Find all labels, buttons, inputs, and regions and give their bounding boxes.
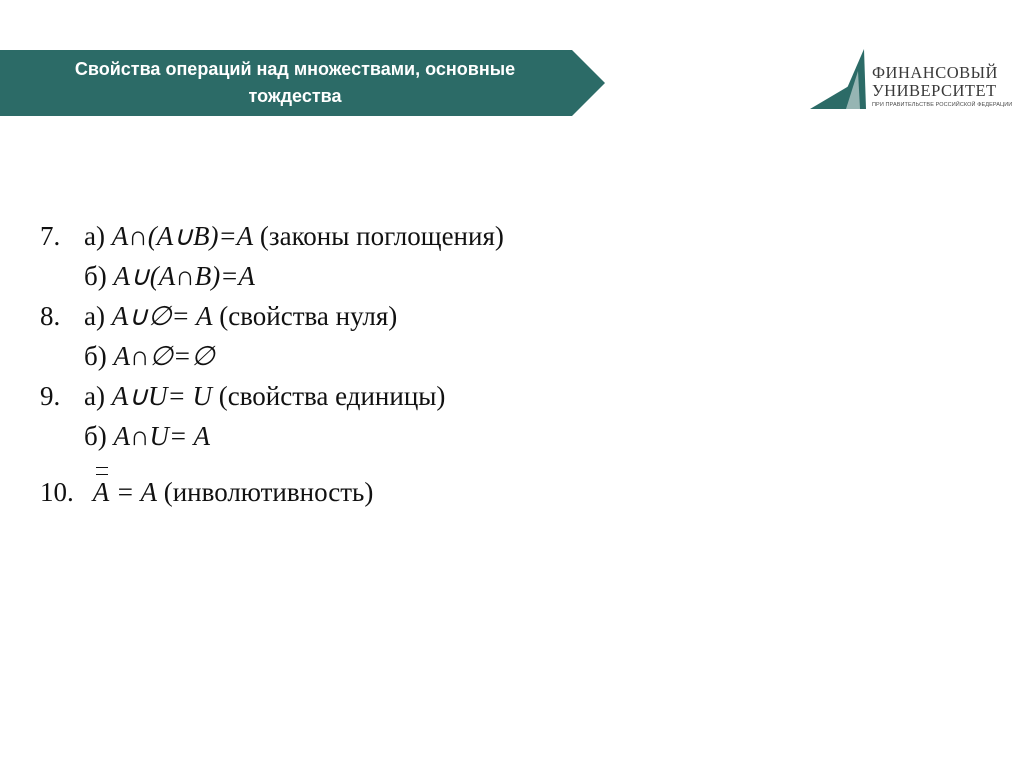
law-description: (свойства нуля) [212, 301, 398, 331]
law-description: (законы поглощения) [253, 221, 504, 251]
law-sub-label: а) [84, 221, 105, 251]
law-formula: A∪(A∩B)=A [113, 261, 255, 291]
double-overbar [96, 467, 108, 475]
law-description: (инволютивность) [156, 477, 374, 507]
law-row-10 [40, 474, 373, 510]
law-description: (свойства единицы) [211, 381, 446, 411]
law-number: 10. [40, 477, 74, 507]
logo-text-line-3: ПРИ ПРАВИТЕЛЬСТВЕ РОССИЙСКОЙ ФЕДЕРАЦИИ [872, 102, 1013, 108]
law-row-8a [40, 298, 397, 334]
law-sub-label: а) [84, 301, 105, 331]
law-formula: A∩∅=∅ [113, 341, 215, 371]
law-sub-label: а) [84, 381, 105, 411]
law-sub-label: б) [84, 421, 107, 451]
law-row-9a [40, 378, 445, 414]
law-formula: A∪U= U [111, 381, 212, 411]
law-row-9b [84, 418, 210, 454]
law-formula: A∩U= A [113, 421, 210, 451]
law-formula: A∩(A∪B)=A [111, 221, 254, 251]
law-row-7b [84, 258, 255, 294]
law-sub-label: б) [84, 341, 107, 371]
slide-title-line-1: Свойства операций над множествами, основные [74, 59, 516, 79]
involution-lhs: A [92, 477, 110, 507]
title-banner [0, 50, 605, 116]
involution-rhs: = A [116, 477, 157, 507]
logo-text-line-1: ФИНАНСОВЫЙ [872, 63, 998, 82]
law-row-8b [84, 338, 215, 374]
law-number: 9. [40, 381, 61, 411]
law-number: 7. [40, 221, 61, 251]
law-sub-label: б) [84, 261, 107, 291]
law-formula: A∪∅= A [111, 301, 213, 331]
slide-title [20, 56, 570, 112]
law-row-7a [40, 218, 504, 254]
university-logo [808, 49, 1013, 113]
slide-title-line-2: тождества [248, 86, 342, 106]
double-complement-a [93, 474, 110, 510]
logo-text-line-2: УНИВЕРСИТЕТ [872, 81, 997, 100]
law-number: 8. [40, 301, 61, 331]
logo-emblem-icon [808, 49, 872, 113]
